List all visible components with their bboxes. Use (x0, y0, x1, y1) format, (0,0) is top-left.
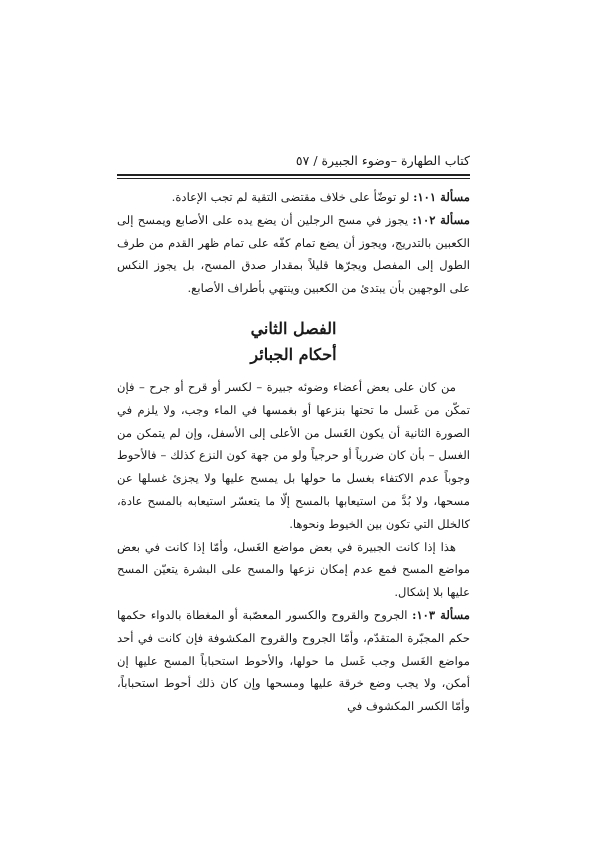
issue-101 (117, 186, 470, 209)
paragraph-2: هذا إذا كانت الجبيرة في بعض مواضع الغَسل، وأمّا إذا كانت في بعض مواضع المسح فمع عدم إمكان نزعها والمسح على البشرة يتعيّن المسح عليها بلا إشكال. (117, 539, 470, 600)
header-rule-thick (117, 174, 470, 176)
issue-102-label: مسألة ١٠٢: (412, 212, 470, 227)
issue-102-text: يجوز في مسح الرجلين أن يضع يده على الأصابع ويمسح إلى الكعبين بالتدريج، ويجوز أن يضع تمام كفّه على تمام ظهر القدم من طرف الطول إلى المفصل ويجرّها قليلاً بمقدار صدق المسح، بل يجوز النكس على الوجهين بأن يبتدئ من الكعبين وينتهي بأطراف الأصابع. (117, 212, 470, 296)
section-heading (117, 300, 470, 376)
issue-101-label: مسألة ١٠١: (413, 190, 470, 204)
issue-103-text: الجروح والقروح والكسور المعصّبة أو المغطاة بالدواء حكمها حكم المجبّرة المتقدّم، وأمّا الجروح والقروح المكشوفة فإن كانت في أحد مواضع الغَسل وجب غَسل ما حولها، والأحوط استحباباً المسح عليها إن أمكن، ولا يجب وضع خرقة عليها ومسحها وإن كان ذلك أحوط استحباباً، وأمّا الكسر المكشوف في (117, 607, 470, 714)
issue-103 (117, 604, 470, 718)
header-rule-thin (117, 178, 470, 179)
section-title: أحكام الجبائر (250, 344, 337, 364)
paragraph-1: من كان على بعض أعضاء وضوئه جبيرة – لكسر أو قرح أو جرح – فإن تمكّن من غَسل ما تحتها بنزعها أو بغمسها في الماء وجب، ولا يلزم في الصورة الثانية أن يكون الغَسل من الأعلى إلى الأسفل، وإن لم يتمكن من الغسل – بأن كان ضررياً أو حرجياً ولو من جهة كون النزع كذلك – فالأحوط وجوباً عدم الاكتفاء بغسل ما حولها بل يمسح عليها ولا يجزئ غسلها عن مسحها، ولا بُدَّ من استيعابها بالمسح إلّا ما يتعسّر استيعابه بالمسح عادة، كالخلل التي تكون بين الخيوط ونحوها. (117, 379, 470, 531)
issue-103-label: مسألة ١٠٣: (412, 607, 470, 622)
issue-102 (117, 209, 470, 300)
issue-101-text: لو توضّأ على خلاف مقتضى التقية لم تجب الإعادة. (171, 190, 414, 204)
chapter-heading: الفصل الثاني (250, 318, 337, 338)
running-header: كتاب الطهارة –وضوء الجبيرة / ٥٧ (295, 153, 470, 168)
page-body (117, 186, 470, 718)
